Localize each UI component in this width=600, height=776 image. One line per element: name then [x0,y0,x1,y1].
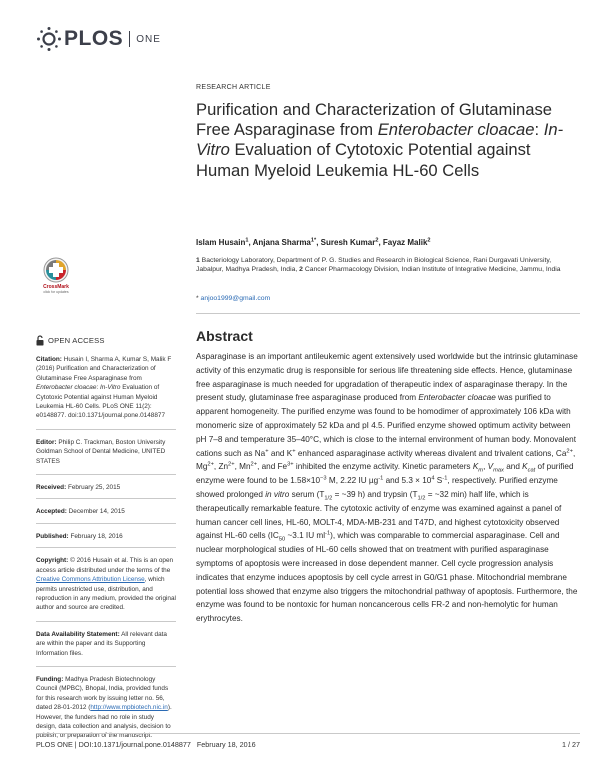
abstract-run: S [434,476,443,486]
article-title [196,100,576,181]
funding-text-1: Madhya Pradesh Biotechnology Council (MPBC), Bhopal, India, provided funds for this research work by issuing letter no. 56, dated 28-01-2012 ( [36,675,169,712]
copyright-text-1: © 2016 Husain et al. This is an open access article distributed under the terms of the [36,557,174,574]
data-availability-label: Data Availability Statement: [36,630,120,638]
sidebar-divider [36,429,176,430]
abstract-run: , Mg [196,448,576,472]
funding-link[interactable]: http://www.mpbiotech.nic.in [90,704,168,712]
author-affiliation: 1 [310,237,315,244]
author-name[interactable]: Islam Husain [196,238,246,247]
accepted-label: Accepted: [36,508,67,516]
header-divider [196,313,580,314]
received-block [36,483,176,492]
funding-text-2: ). However, the funders had no role in study design, data collection and analysis, decision to publish, or preparation of the manuscript. [36,704,172,740]
corresponding-mark: * [314,237,317,244]
abstract-run: ), which was comparable to commercial asparaginase. Cell and nuclear morphological studies of HL-60 cells showed that on treatment with purified asparaginase symptoms of apoptosis were increased in dose dependent manner. Cell cycle progression analysis indicates that enzyme induces apoptosis by cell cycle arrest in G0/G1 phase. Mitochondrial membrane potential loss showed that enzyme also triggers the mitochondrial pathway of apoptosis. Furthermore, the enzyme was found to be nontoxic for human noncancerous cells FR-2 and non-hemolytic for human erythrocytes. [196,531,578,624]
journal-name: ONE [136,33,161,45]
crossmark-sub: click for updates [43,290,69,294]
abstract-run: , Mn [234,462,251,472]
abstract-italic: Enterobacter cloacae [418,393,496,403]
citation-text-3: Evaluation of Cytotoxic Potential against Human Myeloid Leukemia HL-60 Cells. PLoS ONE 11(2): e0148877. doi:10.1371/journal.pone.0148877 [36,384,165,420]
abstract-run: ~3.1 IU ml [285,531,326,541]
abstract-run: = ~39 h) and trypsin (T [332,489,418,499]
author-affiliation: 2 [375,237,379,244]
title-text-3: Evaluation of Cytotoxic Potential against Human Myeloid Leukemia HL-60 Cells [196,140,531,180]
sidebar-divider [36,621,176,622]
copyright-block [36,556,176,612]
received-date: February 25, 2015 [66,484,121,492]
open-lock-icon [36,335,44,346]
page-number: 1 / 27 [562,740,580,749]
abstract-run: and K [268,448,293,458]
corresponding-email [196,295,270,302]
citation-block [36,355,176,421]
abstract-run: = ~32 min) half life, which is therapeutically remarkable feature. The cytotoxic activity of enzyme was examined against a panel of human cancer cell lines, HL-60, MOLT-4, MDA-MB-231 and T47D, and highest cytotoxicity observed against HL-60 cells (IC [196,489,562,541]
abstract-run: inhibited the enzyme activity. Kinetic parameters [293,462,473,472]
editor-text: Philip C. Trackman, Boston University Goldman School of Dental Medicine, UNITED STATES [36,438,166,465]
affiliations [196,256,580,275]
open-access-label: OPEN ACCESS [48,335,105,345]
accepted-block [36,507,176,516]
author-affiliation: 1 [245,237,249,244]
data-availability-text: All relevant data are within the paper and its Supporting Information files. [36,630,167,657]
abstract-run: enhanced asparaginase activity whereas divalent and trivalent cations, Ca [295,448,567,458]
citation-text-2: : [96,384,100,392]
affiliation-text: Bacteriology Laboratory, Department of P. G. Studies and Research in Biological Science, Rani Durgavati University, Jabalpur, Madhya Pradesh, India, [196,257,552,274]
published-date: February 18, 2016 [68,532,123,540]
plos-logo[interactable] [36,26,161,52]
sidebar-divider [36,547,176,548]
editor-label: Editor: [36,438,57,446]
copyright-text-2: , which permits unrestricted use, distribution, and reproduction in any medium, provided the original author and source are credited. [36,576,176,612]
cc-license-link[interactable]: Creative Commons Attribution License [36,576,145,584]
abstract-run: and 5.3 × 10 [383,476,432,486]
article-type: RESEARCH ARTICLE [196,84,271,91]
affiliation-text: Cancer Pharmacology Division, Indian Institute of Integrative Medicine, Jammu, India [302,266,561,274]
abstract-run: was purified to apparent homogeneity. The purified enzyme was found to be homodimer of approximately 106 kDa with monomeric size of approximately 52 kDa and pI 4.5. Purified enzyme showed optimum activity between pH 7–8 and temperature 35–40°C, which is close to the internal environment of human body. Monovalent cations such as Na [196,393,576,458]
footer-citation: PLOS ONE | DOI:10.1371/journal.pone.0148877 February 18, 2016 [36,740,256,749]
author-affiliation: 2 [427,237,431,244]
title-italic: Enterobacter cloacae [377,120,535,140]
abstract-run: , respectively. Purified enzyme showed prolonged [196,476,558,499]
abstract-run: M, 2.22 IU µg [326,476,379,486]
abstract-run: Asparaginase is an important antileukemic agent extensively used worldwide but the intrinsic glutaminase activity of this enzymatic drug is responsible for serious life threatening side effects. Hence, glutaminase free asparaginase is much needed for upgradation of therapeutic index of asparaginase therapy. In the present study, glutaminase free asparaginase produced from [196,352,578,403]
funding-block [36,675,176,741]
author-name[interactable]: Fayaz Malik [382,238,428,247]
plos-logo-icon [36,26,62,52]
sidebar-divider [36,666,176,667]
published-label: Published: [36,532,69,540]
abstract-heading: Abstract [196,328,253,344]
crossmark-label: CrossMark [43,284,69,290]
title-text-2: : [534,120,544,140]
editor-block [36,438,176,466]
author-name[interactable]: Suresh Kumar [320,238,376,247]
sidebar-divider [36,474,176,475]
crossmark-badge[interactable] [38,257,74,294]
affiliation-number: 2 [299,266,303,274]
affiliation-number: 1 [196,257,200,264]
funding-label: Funding: [36,675,64,683]
copyright-label: Copyright: [36,557,69,565]
logo-divider [129,31,130,47]
abstract-text: Asparaginase is an important antileukemic agent extensively used worldwide but the intrinsic glutaminase activity of this enzymatic drug is responsible for serious life threatening side effects. Hence, glutaminase free asparaginase is much needed for upgradation of therapeutic index of asparaginase therapy. In the present study, glutaminase free asparaginase produced from Enterobacter cloacae was purified to apparent homogeneity. The purified enzyme was found to be homodimer of approximately 106 kDa with monomeric size of approximately 52 kDa and pI 4.5. Purified enzyme showed optimum activity between pH 7–8 and temperature 35–40°C, which is close to the internal environment of human body. Monovalent cations such as Na+ and K+ enhanced asparaginase activity whereas divalent and trivalent cations, $Ca^{2+}$, $Mg^{2+}$, $Zn^{2+}$, $Mn^{2+}$, and $Fe^{3+}$ inhibited the enzyme activity. Kinetic parameters $K_m$, $V_{max}$ and $K_{cat}$ of purified enzyme were found to be $1.58\times 10^{-3}$ M, 2.22 IU µg$^{-1}$ and $5.3 \times 10^4$ $S^{-1}$, respectively. Purified enzyme showed prolonged in vitro serum ($T_{1/2}$ = ~39 h) and trypsin ($T_{1/2}$ = ~32 min) half life, which is therapeutically remarkable feature. The cytotoxic activity of enzyme was examined against a panel of human cancer cell lines, HL-60, MOLT-4, MDA-MB-231 and T47D, and highest cytotoxicity observed against HL-60 cells ($IC_{50}$ ~3.1 IU $ml^{-1}$), which was comparable to commercial asparaginase. Cell and nuclear morphological studies of HL-60 cells showed that on treatment with purified asparaginase symptoms of apoptosis were increased in dose dependent manner. Cell cycle progression analysis indicates that enzyme induces apoptosis by cell cycle arrest in G0/G1 phase. Mitochondrial membrane potential loss showed that enzyme also triggers the mitochondrial pathway of apoptosis. Furthermore, the enzyme was found to be nontoxic for human noncancerous cells FR-2 and non-hemolytic for human erythrocytes. [196,352,578,624]
title-italic-2: In-Vitro [196,120,564,160]
footer-divider [36,733,580,734]
sidebar-divider [36,498,176,499]
citation-label: Citation: [36,356,62,363]
abstract-run: of purified enzyme were found to be 1.58×10 [196,462,574,486]
corresponding-mark: * [196,295,199,302]
plos-brand-text: PLOS [64,27,124,50]
published-block [36,532,176,541]
article-sidebar [36,335,176,749]
abstract-run: , and Fe [257,462,288,472]
abstract-run: serum (T [289,489,325,499]
citation-italic-2: In-Vitro [99,384,121,392]
email-link[interactable]: anjoo1999@gmail.com [200,295,271,302]
accepted-date: December 14, 2015 [66,508,125,516]
citation-text-1: Husain I, Sharma A, Kumar S, Malik F (2016) Purification and Characterization of Glutaminase Free Asparaginase from [36,356,172,382]
citation-italic: Enterobacter cloacae [36,384,97,392]
sidebar-divider [36,523,176,524]
abstract-run: , Zn [213,462,229,472]
received-label: Received: [36,484,67,492]
title-text-1: Purification and Characterization of Glutaminase Free Asparaginase from [196,100,553,140]
open-access-badge [36,335,176,346]
author-list: Islam Husain$^1$, Anjana Sharma$^{1*}$, Suresh Kumar$^2$, Fayaz Malik$^2$ [196,237,431,247]
abstract-italic: in vitro [265,489,290,499]
crossmark-icon [43,257,69,283]
author-name[interactable]: Anjana Sharma [252,238,311,247]
data-availability-block [36,630,176,658]
